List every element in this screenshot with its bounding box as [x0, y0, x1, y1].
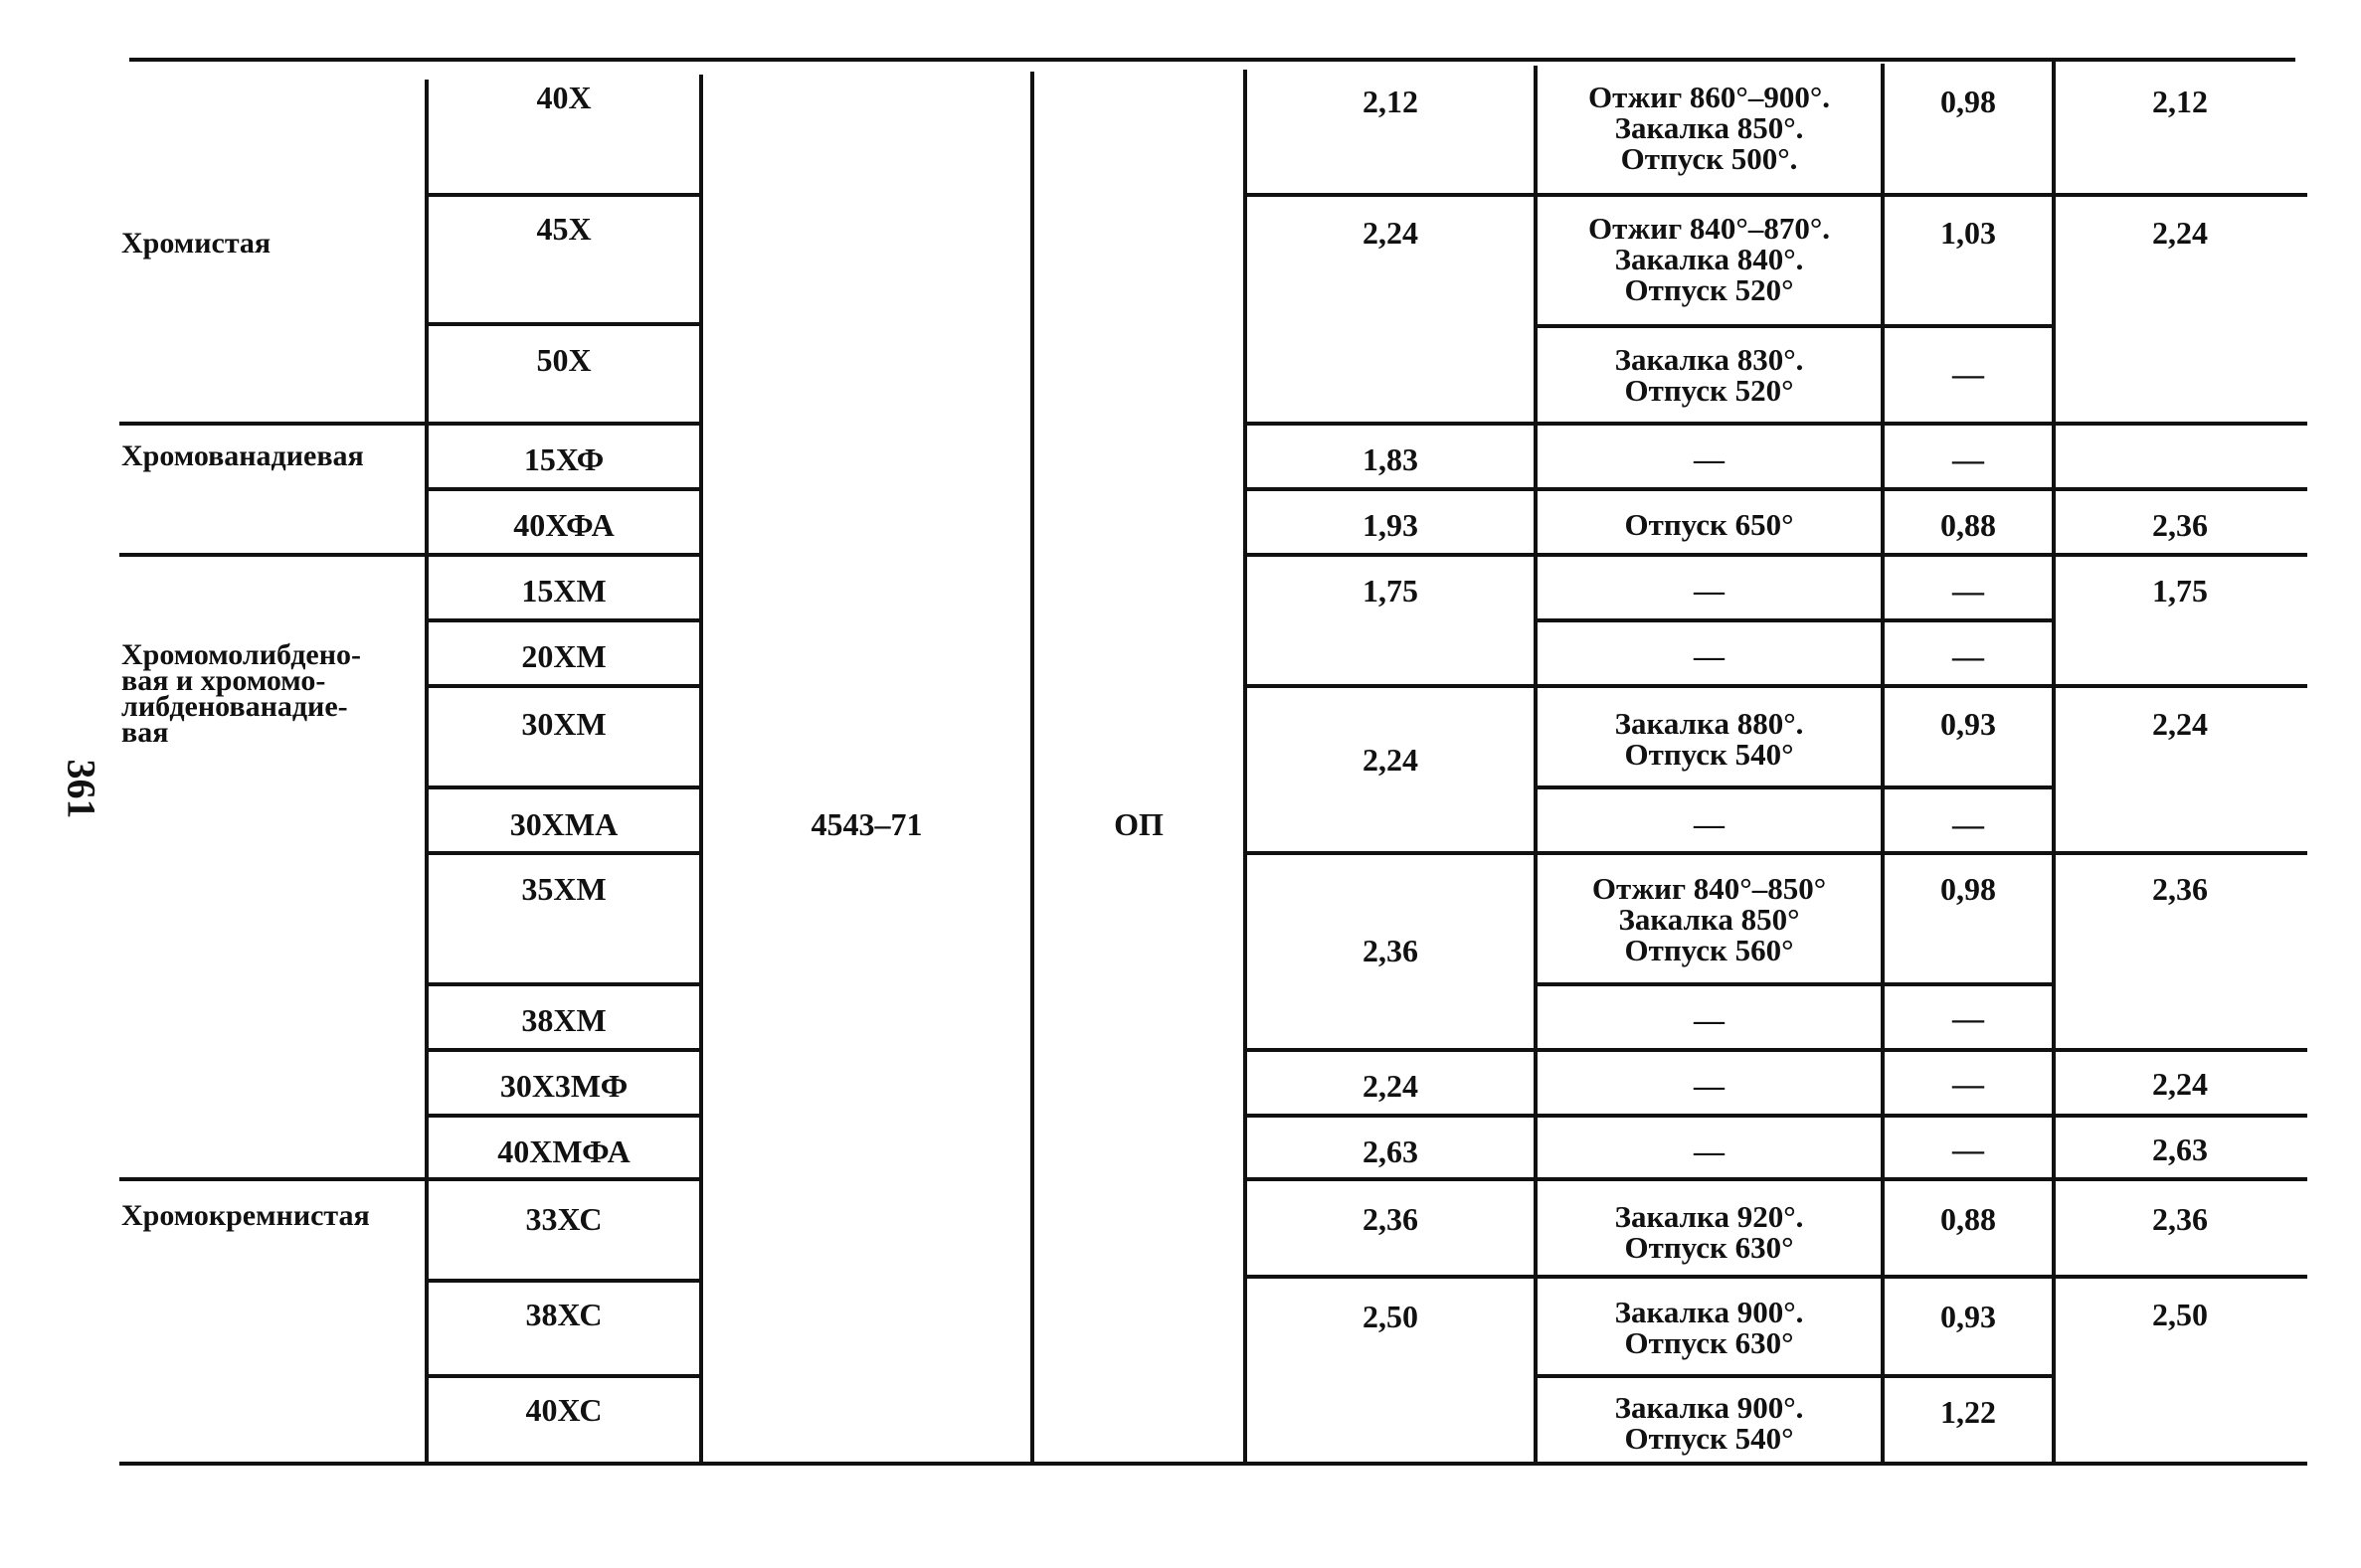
- heat-line: —: [1694, 1002, 1725, 1037]
- result-cell: 2,36: [2152, 507, 2208, 543]
- row-rule: [1243, 1114, 2307, 1118]
- steel-type-line: вая: [121, 716, 169, 749]
- coef-cell: —: [1952, 441, 1984, 477]
- grade-cell: 40ХФА: [513, 507, 615, 543]
- heat-treatment-cell: [1538, 575, 1881, 606]
- row-rule: [1534, 618, 2056, 622]
- steel-type-label: Хромованадиевая: [121, 439, 364, 472]
- steel-type-label: [121, 638, 362, 749]
- row-rule: [119, 422, 703, 426]
- coef-cell: 0,88: [1940, 507, 1996, 543]
- grade-cell: 40ХС: [525, 1392, 603, 1428]
- value-cell: 1,75: [1362, 573, 1418, 609]
- table-bottom-rule: [119, 1462, 2307, 1466]
- grade-cell: 35ХМ: [521, 871, 607, 907]
- heat-line: Отпуск 540°: [1624, 737, 1794, 772]
- row-rule: [119, 553, 703, 557]
- column-rule: [2052, 62, 2056, 1464]
- result-cell: 1,75: [2152, 573, 2208, 609]
- row-rule: [1534, 1374, 2056, 1378]
- heat-treatment-cell: [1538, 1070, 1881, 1101]
- heat-line: Отпуск 540°: [1624, 1421, 1794, 1456]
- heat-line: Отпуск 560°: [1624, 933, 1794, 967]
- row-rule: [1243, 193, 2307, 197]
- coef-cell: —: [1952, 1000, 1984, 1036]
- heat-treatment-cell: [1538, 640, 1881, 671]
- grade-cell: 30ХМ: [521, 706, 607, 742]
- row-rule: [425, 1374, 703, 1378]
- steel-type-line: вая и хромомо-: [121, 664, 326, 697]
- heat-line: —: [1694, 573, 1725, 608]
- row-rule: [425, 618, 703, 622]
- heat-line: Закалка 840°.: [1614, 242, 1804, 276]
- value-cell: 2,36: [1362, 933, 1418, 968]
- heat-treatment-cell: [1538, 1004, 1881, 1035]
- value-cell: 2,50: [1362, 1299, 1418, 1334]
- heat-line: —: [1694, 638, 1725, 673]
- coef-cell: 0,93: [1940, 1299, 1996, 1334]
- heat-line: Отпуск 520°: [1624, 373, 1794, 408]
- result-cell: 2,24: [2152, 215, 2208, 251]
- heat-line: Отжиг 840°–850°: [1591, 871, 1827, 906]
- row-rule: [119, 1177, 703, 1181]
- grade-cell: 15ХМ: [521, 573, 607, 609]
- coef-cell: —: [1952, 356, 1984, 392]
- result-cell: 2,63: [2152, 1132, 2208, 1167]
- heat-line: Отпуск 630°: [1624, 1230, 1794, 1265]
- heat-treatment-cell: [1538, 213, 1881, 305]
- heat-treatment-cell: [1538, 873, 1881, 965]
- row-rule: [425, 684, 703, 688]
- heat-treatment-cell: [1538, 808, 1881, 839]
- grade-cell: 40Х: [536, 80, 592, 115]
- value-cell: 2,24: [1362, 742, 1418, 778]
- coef-cell: —: [1952, 638, 1984, 674]
- coef-cell: —: [1952, 1066, 1984, 1102]
- heat-line: Закалка 900°.: [1614, 1295, 1804, 1329]
- heat-treatment-cell: [1538, 1297, 1881, 1358]
- table-top-rule: [129, 58, 2295, 62]
- grade-cell: 30ХМА: [509, 806, 619, 842]
- grade-cell: 40ХМФА: [497, 1133, 631, 1169]
- heat-treatment-cell: [1538, 1201, 1881, 1263]
- grade-cell: 50Х: [536, 342, 592, 378]
- coef-cell: —: [1952, 573, 1984, 609]
- value-cell: 2,12: [1362, 84, 1418, 119]
- heat-line: Закалка 900°.: [1614, 1390, 1804, 1425]
- heat-treatment-cell: [1538, 443, 1881, 474]
- heat-line: Отпуск 650°: [1624, 507, 1794, 542]
- column-rule: [1881, 64, 1885, 1464]
- row-rule: [425, 851, 703, 855]
- grade-cell: 30Х3МФ: [499, 1068, 629, 1104]
- grade-cell: 33ХС: [525, 1201, 603, 1237]
- row-rule: [1243, 553, 2307, 557]
- value-cell: 1,93: [1362, 507, 1418, 543]
- coef-cell: —: [1952, 806, 1984, 842]
- heat-line: —: [1694, 1133, 1725, 1168]
- result-cell: 2,36: [2152, 1201, 2208, 1237]
- result-cell: 2,36: [2152, 871, 2208, 907]
- row-rule: [425, 322, 703, 326]
- heat-line: —: [1694, 806, 1725, 841]
- grade-cell: 38ХМ: [521, 1002, 607, 1038]
- heat-line: Закалка 830°.: [1614, 342, 1804, 377]
- heat-line: Закалка 920°.: [1614, 1199, 1804, 1234]
- heat-line: Отпуск 520°: [1624, 272, 1794, 307]
- column-rule: [425, 80, 429, 1464]
- column-rule: [699, 75, 703, 1464]
- column-rule: [1030, 72, 1034, 1464]
- row-rule: [425, 785, 703, 789]
- heat-line: —: [1694, 1068, 1725, 1103]
- row-rule: [1534, 982, 2056, 986]
- heat-line: Закалка 880°.: [1614, 706, 1804, 741]
- row-rule: [1534, 324, 2056, 328]
- heat-treatment-cell: [1538, 509, 1881, 540]
- result-cell: 2,24: [2152, 1066, 2208, 1102]
- heat-line: —: [1694, 441, 1725, 476]
- steel-type-label: Хромистая: [121, 227, 272, 260]
- result-cell: 2,12: [2152, 84, 2208, 119]
- row-rule: [425, 982, 703, 986]
- coef-cell: 0,93: [1940, 706, 1996, 742]
- grade-cell: 45Х: [536, 211, 592, 247]
- steel-type-line: либденованадие-: [121, 690, 348, 723]
- heat-line: Отжиг 860°–900°.: [1588, 80, 1830, 114]
- heat-line: Отпуск 630°: [1624, 1325, 1794, 1360]
- result-cell: 2,24: [2152, 706, 2208, 742]
- grade-cell: 15ХФ: [523, 441, 605, 477]
- value-cell: 1,83: [1362, 441, 1418, 477]
- coef-cell: —: [1952, 1132, 1984, 1167]
- page-number: 361: [59, 759, 104, 819]
- row-rule: [1534, 785, 2056, 789]
- grade-cell: 38ХС: [525, 1297, 603, 1332]
- standard-number: 4543–71: [811, 806, 923, 842]
- value-cell: 2,63: [1362, 1133, 1418, 1169]
- row-rule: [1243, 1048, 2307, 1052]
- heat-line: Отжиг 840°–870°.: [1588, 211, 1830, 246]
- row-rule: [425, 1279, 703, 1283]
- coef-cell: 0,98: [1940, 871, 1996, 907]
- heat-treatment-cell: [1538, 82, 1881, 174]
- category-code: ОП: [1114, 806, 1164, 842]
- row-rule: [425, 487, 703, 491]
- heat-treatment-cell: [1538, 344, 1881, 406]
- heat-line: Отпуск 500°.: [1620, 141, 1798, 176]
- coef-cell: 1,03: [1940, 215, 1996, 251]
- row-rule: [1243, 487, 2307, 491]
- heat-line: Закалка 850°: [1618, 902, 1800, 937]
- value-cell: 2,36: [1362, 1201, 1418, 1237]
- row-rule: [425, 1114, 703, 1118]
- steel-type-label: Хромокремнистая: [121, 1199, 370, 1232]
- coef-cell: 0,88: [1940, 1201, 1996, 1237]
- heat-treatment-cell: [1538, 1392, 1881, 1454]
- heat-treatment-cell: [1538, 708, 1881, 770]
- row-rule: [1243, 851, 2307, 855]
- row-rule: [1243, 422, 2307, 426]
- row-rule: [425, 1048, 703, 1052]
- row-rule: [1243, 684, 2307, 688]
- heat-line: Закалка 850°.: [1614, 110, 1804, 145]
- value-cell: 2,24: [1362, 1068, 1418, 1104]
- value-cell: 2,24: [1362, 215, 1418, 251]
- grade-cell: 20ХМ: [521, 638, 607, 674]
- heat-treatment-cell: [1538, 1135, 1881, 1166]
- coef-cell: 0,98: [1940, 84, 1996, 119]
- row-rule: [1243, 1177, 2307, 1181]
- steel-type-line: Хромомолибдено-: [121, 638, 362, 671]
- result-cell: 2,50: [2152, 1297, 2208, 1332]
- row-rule: [425, 193, 703, 197]
- row-rule: [1243, 1275, 2307, 1279]
- coef-cell: 1,22: [1940, 1394, 1996, 1430]
